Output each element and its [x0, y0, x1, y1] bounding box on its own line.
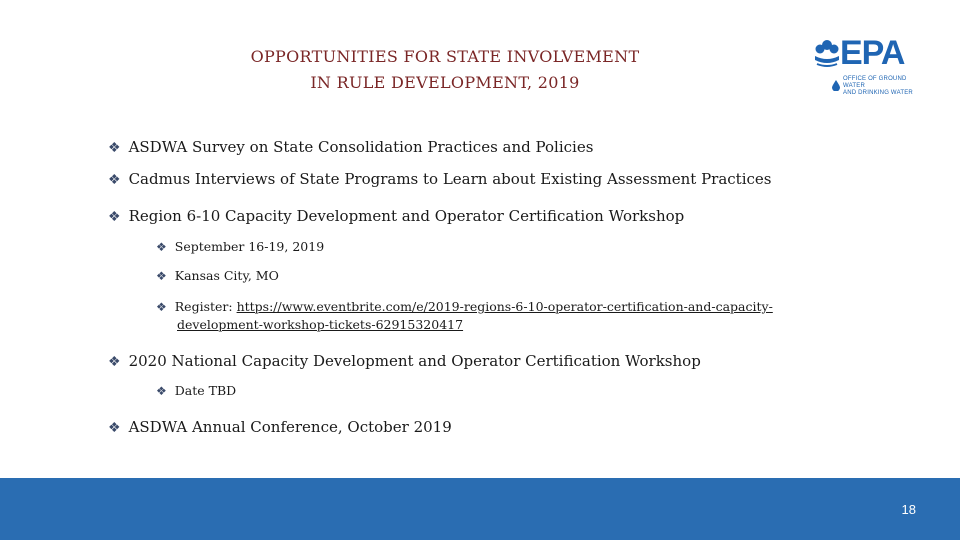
diamond-bullet-icon: ❖ — [156, 300, 167, 314]
diamond-bullet-icon: ❖ — [108, 354, 121, 370]
bullet-national-workshop — [108, 352, 701, 370]
title-line-1: OPPORTUNITIES FOR STATE INVOLVEMENT — [250, 47, 640, 66]
sub-bullet-dates — [156, 239, 324, 254]
title-line-2: IN RULE DEVELOPMENT, 2019 — [310, 73, 580, 92]
bullet-text: Kansas City, MO — [174, 268, 279, 283]
bullet-cadmus-interviews — [108, 170, 771, 188]
epa-office-line-2: AND DRINKING WATER — [843, 90, 913, 96]
epa-flower-icon — [812, 36, 842, 72]
bullet-text: 2020 National Capacity Development and Operator Certification Workshop — [128, 352, 701, 370]
diamond-bullet-icon: ❖ — [156, 384, 167, 398]
slide-title — [220, 44, 670, 96]
epa-logo — [812, 36, 930, 98]
water-drop-icon — [832, 80, 840, 91]
register-link-continued[interactable]: development-workshop-tickets-62915320417 — [177, 317, 464, 332]
diamond-bullet-icon: ❖ — [108, 420, 121, 436]
diamond-bullet-icon: ❖ — [156, 240, 167, 254]
epa-office-name — [843, 76, 930, 97]
epa-office-line-1: OFFICE OF GROUND WATER — [843, 76, 907, 89]
diamond-bullet-icon: ❖ — [108, 209, 121, 225]
diamond-bullet-icon: ❖ — [108, 172, 121, 188]
bullet-region-workshop — [108, 207, 684, 225]
bullet-text: September 16-19, 2019 — [174, 239, 325, 254]
register-link[interactable]: https://www.eventbrite.com/e/2019-regions-6-10-operator-certification-and-capacity- — [236, 299, 773, 314]
epa-wordmark: EPA — [840, 34, 905, 72]
diamond-bullet-icon: ❖ — [108, 140, 121, 156]
bullet-annual-conference — [108, 418, 452, 436]
bullet-text: ASDWA Annual Conference, October 2019 — [128, 418, 452, 436]
sub-bullet-date-tbd — [156, 383, 236, 398]
diamond-bullet-icon: ❖ — [156, 269, 167, 283]
sub-bullet-location — [156, 268, 279, 283]
bullet-text: ASDWA Survey on State Consolidation Practices and Policies — [128, 138, 594, 156]
bullet-text: Date TBD — [174, 383, 237, 398]
footer-bar — [0, 478, 960, 540]
register-label: Register: — [174, 299, 237, 314]
bullet-asdwa-survey — [108, 138, 593, 156]
bullet-text: Region 6-10 Capacity Development and Operator Certification Workshop — [128, 207, 685, 225]
sub-bullet-register — [156, 298, 773, 333]
page-number: 18 — [901, 502, 916, 517]
bullet-text: Cadmus Interviews of State Programs to Learn about Existing Assessment Practices — [128, 170, 772, 188]
